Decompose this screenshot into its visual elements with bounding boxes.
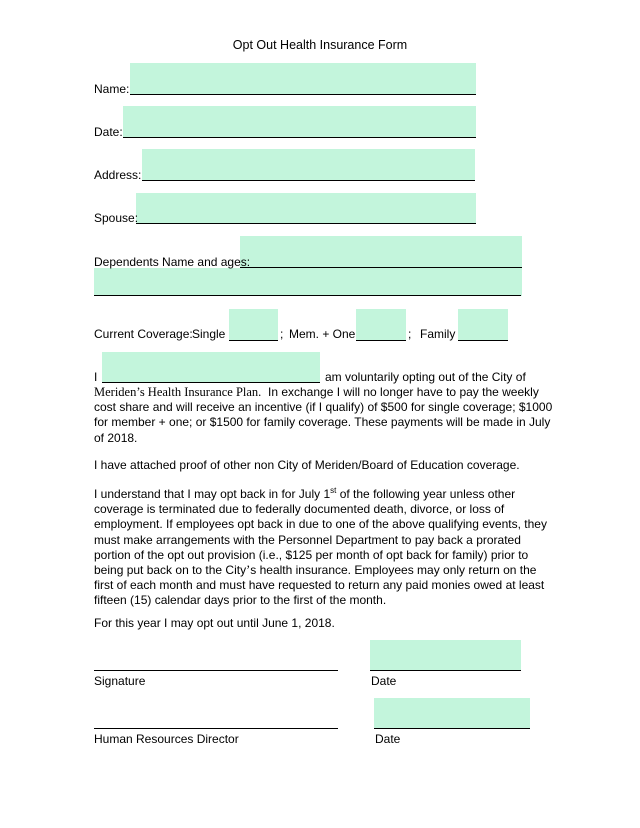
dependents-underline: [240, 267, 522, 268]
employee-name-underline: [102, 382, 320, 383]
name-underline: [130, 94, 476, 95]
opt-out-line1: am voluntarily opting out of the City of: [325, 370, 526, 384]
opt-back-paragraph: [94, 487, 554, 609]
hr-date-underline: [374, 728, 530, 729]
dependents-label: Dependents Name and ages:: [94, 255, 251, 269]
coverage-label: Current Coverage:: [94, 327, 193, 341]
hr-date-input[interactable]: [374, 698, 530, 729]
coverage-single-underline: [229, 340, 278, 341]
coverage-family-input[interactable]: [458, 309, 508, 341]
signature-date-input[interactable]: [370, 640, 521, 671]
opt-back-text-3: s health insurance. Employees may only return on the first of each month and must have requested to return any paid monies owed at least fifteen (15) calendar days prior to the first of the month.: [94, 563, 545, 608]
dependents-input[interactable]: [240, 236, 522, 268]
date-input[interactable]: [123, 106, 476, 138]
coverage-mem-one-input[interactable]: [356, 309, 406, 341]
signature-date-label: Date: [371, 674, 397, 688]
address-input[interactable]: [142, 149, 475, 181]
coverage-mem-one-label: Mem. + One: [289, 327, 356, 341]
coverage-mem-one-underline: [356, 340, 406, 341]
signature-date-underline: [370, 670, 521, 671]
date-underline: [123, 137, 476, 138]
coverage-sep-2: ;: [408, 327, 412, 341]
opt-out-paragraph: [94, 385, 554, 446]
employee-name-input[interactable]: [102, 352, 320, 383]
spouse-label: Spouse:: [94, 211, 139, 225]
opt-back-apostrophe: ’: [246, 563, 251, 578]
dependents-underline-2: [94, 295, 521, 296]
dependents-input-line2[interactable]: [94, 268, 522, 296]
spouse-input[interactable]: [136, 193, 476, 224]
opt-out-text: In exchange I will no longer have to pay the weekly cost share and will receive an incentive (if I qualify) of $500 for single coverage; $1000 for member + one; or $1500 for family coverage. These payments will be made in July of 2018.: [94, 385, 553, 445]
hr-date-label: Date: [375, 732, 401, 746]
name-label: Name:: [94, 82, 130, 96]
opt-out-plan-name: Meriden’s Health Insurance Plan.: [94, 385, 262, 399]
opt-back-text-1: I understand that I may opt back in for July 1: [94, 487, 331, 501]
coverage-sep-1: ;: [280, 327, 284, 341]
form-title: Opt Out Health Insurance Form: [232, 38, 408, 52]
opt-out-lead: I: [94, 370, 98, 384]
coverage-single-input[interactable]: [229, 309, 278, 341]
coverage-single-label: Single: [192, 327, 226, 341]
coverage-family-underline: [458, 340, 508, 341]
coverage-family-label: Family: [420, 327, 456, 341]
opt-back-sup: st: [330, 486, 337, 495]
name-input[interactable]: [130, 63, 476, 95]
proof-statement: I have attached proof of other non City of Meriden/Board of Education coverage.: [94, 458, 520, 472]
spouse-underline: [136, 223, 476, 224]
date-label: Date:: [94, 125, 123, 139]
signature-line[interactable]: [94, 670, 338, 671]
deadline-statement: For this year I may opt out until June 1, 2018.: [94, 616, 335, 630]
hr-signature-line[interactable]: [94, 728, 338, 729]
hr-signature-label: Human Resources Director: [94, 732, 239, 746]
opt-back-text-2: of the following year unless other coverage is terminated due to federally documented death, divorce, or loss of employment. If employees opt back in due to one of the above qualifying events, they must make arrangements with the Personnel Department to pay back a prorated portion of the opt out provision (i.e., $125 per month of opt back for family) prior to being put back on to the City: [94, 487, 547, 578]
signature-label: Signature: [94, 674, 146, 688]
address-underline: [142, 180, 475, 181]
address-label: Address:: [94, 168, 142, 182]
